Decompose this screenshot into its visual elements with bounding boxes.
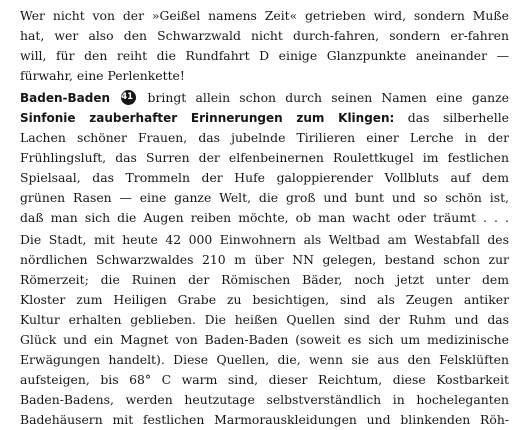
intro-line-1: Wer nicht von der »Geißel namens Zeit« getrieben wird, sondern Muße (20, 8, 509, 23)
baden-baden-line-4: Frühlingsluft, das Surren der elfenbeinernen Roulettkugel im festlichen (20, 150, 509, 165)
baden-baden-line-7: daß man sich die Augen reiben möchte, ob man wacht oder träumt . . . (20, 210, 509, 225)
city-line-9: Baden-Badens, werden heutzutage selbstverständlich in hocheleganten (20, 392, 509, 407)
baden-baden-line-6: grünen Rasen — eine ganze Welt, die groß und bunt und so schön ist, (20, 190, 509, 205)
city-line-7: Erwägungen handelt). Diese Quellen, die, wenn sie aus den Felsklüften (20, 352, 509, 367)
baden-baden-line-1 (20, 88, 509, 108)
baden-baden-line-5: Spielsaal, das Trommeln der Hufe galoppierender Vollbluts auf dem (20, 170, 509, 185)
city-line-1: Die Stadt, mit heute 42 000 Einwohnern als Weltbad am Westabfall des (20, 232, 509, 247)
intro-line-4: fürwahr, eine Perlenkette! (20, 68, 185, 83)
baden-baden-line-1-text: bringt allein schon durch seinen Namen eine ganze (147, 90, 509, 105)
city-line-8: aufsteigen, bis 68° C warm sind, dieser Reichtum, diese Kostbarkeit (20, 372, 509, 387)
baden-baden-line-2 (20, 108, 509, 128)
city-line-2: nördlichen Schwarzwaldes 210 m über NN gelegen, bestand schon zur (20, 252, 509, 267)
intro-line-3: will, für den reiht die Rundfahrt D einige Glanzpunkte aneinander — (20, 48, 509, 63)
city-line-3: Römerzeit; die Ruinen der Römischen Bäder, noch jetzt unter dem (20, 272, 509, 287)
route-number-badge: 41 (121, 90, 136, 105)
emphasis-phrase: Sinfonie zauberhafter Erinnerungen zum Klingen: (20, 111, 395, 125)
city-line-6: Glück und ein Magnet von Baden-Baden (soweit es sich um medizinische (20, 332, 509, 347)
baden-baden-line-2-text: das silberhelle (407, 110, 509, 125)
intro-line-2: hat, wer also den Schwarzwald nicht durch-fahren, sondern er-fahren (20, 28, 509, 43)
city-line-4: Kloster zum Heiligen Grabe zu besichtigen, sind als Zeugen antiker (20, 292, 509, 307)
baden-baden-line-3: Lachen schöner Frauen, das jubelnde Tirilieren einer Lerche in der (20, 130, 509, 145)
city-line-5: Kultur erhalten geblieben. Die heißen Quellen sind der Ruhm und das (20, 312, 509, 327)
place-heading: Baden-Baden (20, 91, 111, 105)
city-line-10: Badehäusern mit festlichen Marmorauskleidungen und blinkenden Röh- (20, 412, 509, 427)
